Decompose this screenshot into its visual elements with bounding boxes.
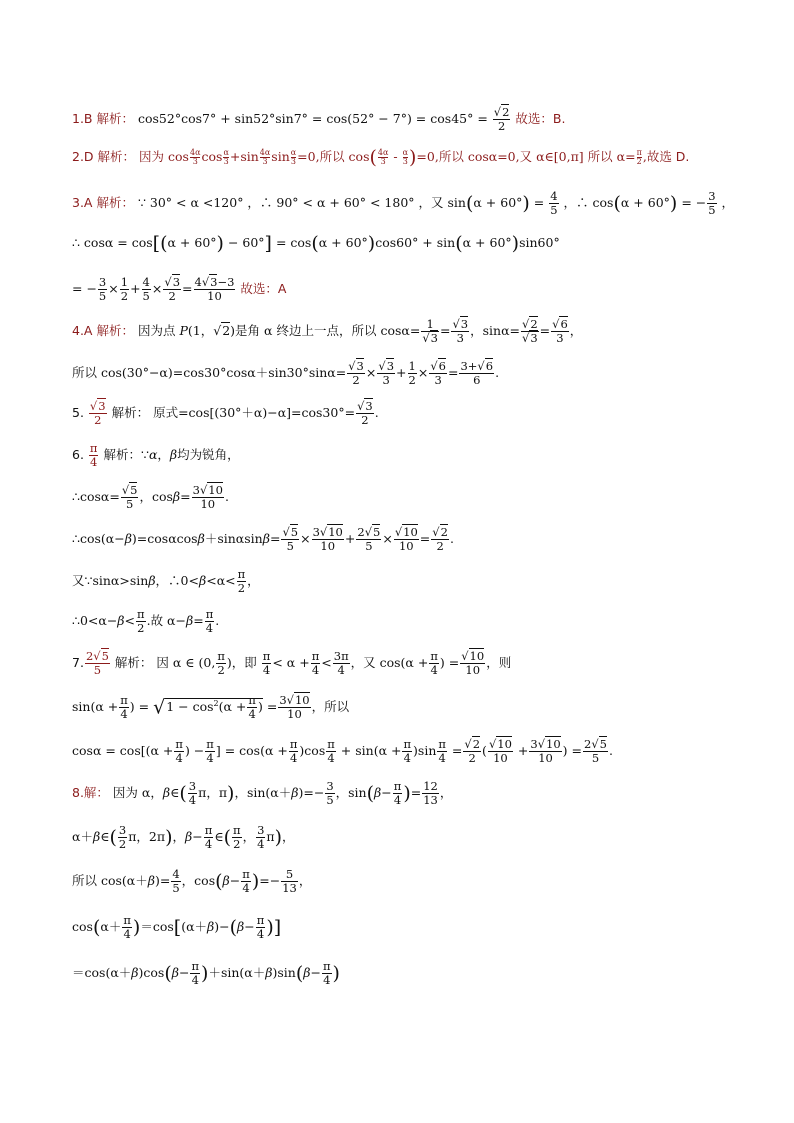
solution-3-line-3: = − $\frac{3}{5}$ × $\frac{1}{2}$ + $\frac{4}{5}$ × √ $\frac{3}{2}$ = $\frac{4√ 3-3}{10}$ 故选：A	[72, 276, 286, 303]
text: ，则	[486, 655, 512, 670]
solution-6-line-4: 又∵sinα>sinβ，∴0<β<α< $\frac{\pi}{2}$ ，	[72, 567, 260, 595]
text: 因为	[139, 149, 165, 164]
answer-label-8: 8.解：	[72, 785, 109, 800]
solution-6-line-5: ∴0<α−β< $\frac{\pi}{2}$ .故 α−β= $\frac{\pi}{4}$ .	[72, 607, 220, 635]
text: 因为点	[137, 323, 176, 338]
solution-8-line-4: cos(α＋ $\frac{\pi}{4}$ )＝cos[(α＋β)−(β− $\frac{\pi}{4}$ )]	[72, 913, 282, 941]
analysis-label-1: 解析：	[96, 111, 135, 126]
solution-6-line-1: 6. $\frac{\pi}{4}$ 解析：∵α，β均为锐角，	[72, 441, 240, 469]
text: 所以	[72, 873, 98, 888]
solution-8-line-3: 所以 cos(α＋β)= $\frac{4}{5}$ ，cos(β− $\frac{\pi}{4}$ )=− $\frac{5}{13}$ ，	[72, 867, 312, 895]
text: 因为	[112, 785, 138, 800]
solution-1: 1.B 解析： cos52°cos7° + sin52°sin7° = cos(52° − 7°) = cos45° = √ $\frac{2}{2}$ 故选：B.	[72, 106, 565, 133]
analysis-label-4: 解析：	[96, 323, 134, 338]
text: ，即	[231, 655, 257, 670]
solution-7-line-2: sin(α + $\frac{\pi}{4}$ ) = $√1 - \cos^2(\alpha$ + $\frac{\pi}{4}$ ) = $\frac{3√ 10}{10}$ ，所以	[72, 694, 349, 721]
solution-8-line-5: ＝cos(α＋β)cos(β− $\frac{\pi}{4}$ )＋sin(α＋β)sin(β− $\frac{\pi}{4}$ )	[72, 959, 340, 987]
analysis-label-7: 解析：	[114, 655, 153, 670]
analysis-label-3: 解析：	[96, 195, 134, 210]
solution-8-line-2: α＋β∈( $\frac{3}{2}$ π，2π)，β− $\frac{\pi}{4}$ ∈( $\frac{\pi}{2}$ ， $\frac{3}{4}$ π)，	[72, 823, 295, 851]
text: 终边上一点，所以	[276, 323, 377, 338]
solution-6-line-2: ∴cosα= √ $\frac{5}{5}$ ，cosβ= $\frac{3√ 10}{10}$ .	[72, 484, 229, 511]
text: 是角	[235, 323, 261, 338]
text: 原式	[153, 405, 179, 420]
text: 均为锐角，	[177, 447, 240, 462]
solution-2: 2.D 解析： 因为 cos $\frac{4\alpha}{3}$ cos $\frac{\alpha}{3}$ +sin $\frac{4\alpha}{3}$ sin $\frac{\alpha}{3}$ =0,所以 cos( $\frac{4\alpha}{3}$ - $\frac{\alpha}{3}$ )=0,所以 cosα=0,又 α∈[0,π] 所以 α= $\frac{\pi}{2}$ ,故选 D.	[72, 146, 690, 169]
solution-8-line-1: 8.解： 因为 α，β∈( $\frac{3}{4}$ π，π)，sin(α＋β)=− $\frac{3}{5}$ ，sin(β− $\frac{\pi}{4}$ )= $\frac{12}{13}$ ，	[72, 779, 453, 807]
text: 因	[156, 655, 169, 670]
text: 又	[431, 195, 444, 210]
text: ，又	[350, 655, 376, 670]
analysis-label-6: 解析：	[103, 447, 141, 462]
solution-7-line-3: cosα = cos[(α + $\frac{\pi}{4}$ ) − $\frac{\pi}{4}$ ] = cos(α + $\frac{\pi}{4}$ )cos $\frac{\pi}{4}$ + sin(α + $\frac{\pi}{4}$ )sin $\frac{\pi}{4}$ = √ $\frac{2}{2}$ ( √ $\frac{10}{10}$ + $\frac{3√ 10}{10}$ ) = $\frac{2√ 5}{5}$ .	[72, 738, 613, 765]
solution-4-line-1: 4.A 解析： 因为点 P(1，√ 2)是角 α 终边上一点，所以 cosα= 1 √ 3 = √ $\frac{3}{3}$ ，sinα= √ 2 √ 3 = √ $\frac{6}{3}$ ，	[72, 318, 582, 345]
solution-3-line-1: 3.A 解析： ∵ 30° < α <120° ，∴ 90° < α + 60° < 180° ，又 sin(α + 60°) = $\frac{4}{5}$ ，∴ cos(α + 60°) = − $\frac{3}{5}$ ，	[72, 189, 735, 217]
text: 所以	[319, 149, 345, 164]
answer-label-7: 7.	[72, 655, 84, 670]
fraction: √ $\frac{2}{2}$	[493, 106, 511, 133]
text: 所以	[438, 149, 464, 164]
solution-7-line-1: 7. $\frac{2√ 5}{5}$ 解析： 因 α ∈ (0, $\frac{\pi}{2}$ )，即 $\frac{\pi}{4}$ < α + $\frac{\pi}{4}$ < $\frac{3\pi}{4}$ ，又 cos(α + $\frac{\pi}{4}$ ) = √ $\frac{10}{10}$ ，则	[72, 650, 511, 677]
text: 又	[72, 573, 85, 588]
text: 所以	[72, 365, 98, 380]
analysis-label-2: 解析：	[97, 149, 136, 164]
conclusion-3: 故选：A	[240, 281, 287, 296]
answer-label-4: 4.A	[72, 323, 93, 338]
text: 故选 D.	[646, 149, 690, 164]
solution-6-line-3: ∴cos(α−β)=cosαcosβ＋sinαsinβ= √ $\frac{5}{5}$ × $\frac{3√ 10}{10}$ + $\frac{2√ 5}{5}$ × √ $\frac{10}{10}$ = √ $\frac{2}{2}$ .	[72, 526, 454, 553]
answer-label-2: 2.D	[72, 149, 94, 164]
answer-label-3: 3.A	[72, 195, 93, 210]
answer-label-1: 1.B	[72, 111, 93, 126]
conclusion-1: 故选：B.	[515, 111, 566, 126]
text: 所以	[587, 149, 613, 164]
solution-5: 5. √ $\frac{3}{2}$ 解析： 原式=cos[(30°＋α)−α]=cos30°= √ $\frac{3}{2}$ .	[72, 400, 379, 427]
answer-label-5: 5.	[72, 405, 84, 420]
solution-3-line-2: ∴ cosα = cos[(α + 60°) − 60°] = cos(α + 60°)cos60° + sin(α + 60°)sin60°	[72, 232, 560, 255]
solution-4-line-2: 所以 cos(30°−α)=cos30°cosα＋sin30°sinα= √ $\frac{3}{2}$ × √ $\frac{3}{3}$ + $\frac{1}{2}$ × √ $\frac{6}{3}$ = $\frac{3+√ 6}{6}$ .	[72, 360, 499, 387]
text: 故	[150, 613, 164, 628]
answer-label-6: 6.	[72, 447, 84, 462]
text: 又	[519, 149, 533, 164]
analysis-label-5: 解析：	[111, 405, 150, 420]
text: ，所以	[311, 699, 350, 714]
